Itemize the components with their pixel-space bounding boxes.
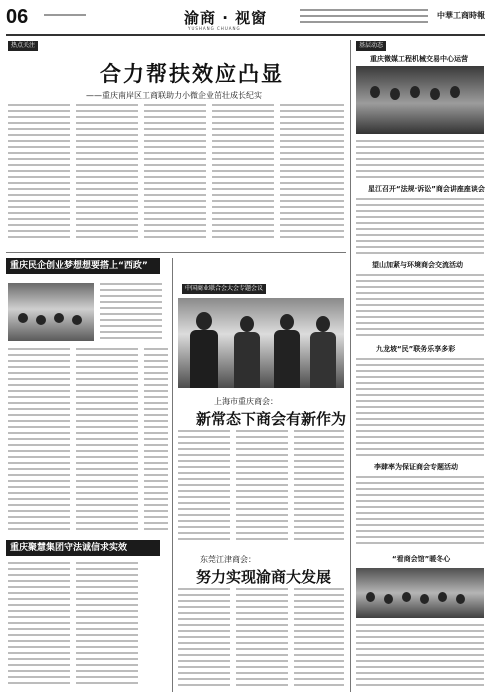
left-story2-body-b [76,562,138,692]
feature-photo [178,298,344,388]
left-column-divider [172,258,173,692]
left-story-banner-2: 重庆聚慧集团守法诚信求实效 [6,540,160,556]
main-article-body-col1 [8,104,70,246]
right-section-tag: 基层动态 [356,41,386,51]
right-item-body-4 [356,358,484,458]
newspaper-name: 中華工商時報 [437,11,485,20]
right-item-body-2 [356,198,484,256]
feature-body-col2 [236,430,288,548]
feature-kicker-2: 东莞江津商会： [200,555,256,564]
left-story-body-d [144,348,168,534]
photo-caption-tag: 中国商业联合会大会专题会议 [182,284,266,294]
feature-headline-2: 努力实现渝商大发展 [196,568,332,586]
left-story-photo [8,283,94,341]
right-item-headline-5: 李肆率为保证商会专题活动 [374,463,458,471]
right-item-body-5 [356,476,484,548]
main-article-body-col5 [280,104,344,246]
section-tag: 热点关注 [8,41,38,51]
right-item-body-6 [356,624,484,692]
feature-kicker: 上海市重庆商会： [214,397,278,406]
main-headline: 合力帮扶效应凸显 [100,62,284,86]
main-article-body-col3 [144,104,206,246]
left-story-body-b [8,348,70,534]
right-item-body-1 [356,140,484,180]
right-item-headline-6: “看商会馆”暖冬心 [392,555,451,563]
editorial-info [300,9,428,31]
right-item-headline-2: 星江召开“法规·诉讼”商会讲座座谈会 [368,185,485,193]
page-header [0,0,491,34]
right-item-headline-1: 重庆微媒工程机械交易中心运营 [370,55,468,63]
left-story-body-a [100,283,162,343]
page-number: 06 [6,6,29,28]
right-photo-2 [356,568,484,618]
left-story-banner-1: 重庆民企创业梦想想要搭上“西政” [6,258,160,274]
feature-body-col1 [178,430,230,548]
left-story-body-c [76,348,138,534]
header-rule [6,34,485,36]
left-story2-body-a [8,562,70,692]
right-item-body-3 [356,274,484,340]
feature2-body-col3 [294,588,344,692]
main-article-body-col4 [212,104,274,246]
masthead-subtitle: YUSHANG CHUANG [188,26,241,31]
column-divider [350,40,351,692]
right-item-headline-4: 九龙坡“民”联务乐享多彩 [376,345,456,353]
feature2-body-col1 [178,588,230,692]
right-photo-1 [356,66,484,134]
masthead-title: 渝商 · 视窗 [184,9,268,27]
right-item-headline-3: 望山加紧与环境商会交流活动 [372,261,463,269]
section-divider [6,252,346,253]
main-subheadline: ——重庆南岸区工商联助力小微企业茁壮成长纪实 [86,91,262,100]
issue-date-info [44,14,86,20]
feature-headline: 新常态下商会有新作为 [196,410,347,428]
feature2-body-col2 [236,588,288,692]
feature-body-col3 [294,430,344,548]
main-article-body-col2 [76,104,138,246]
